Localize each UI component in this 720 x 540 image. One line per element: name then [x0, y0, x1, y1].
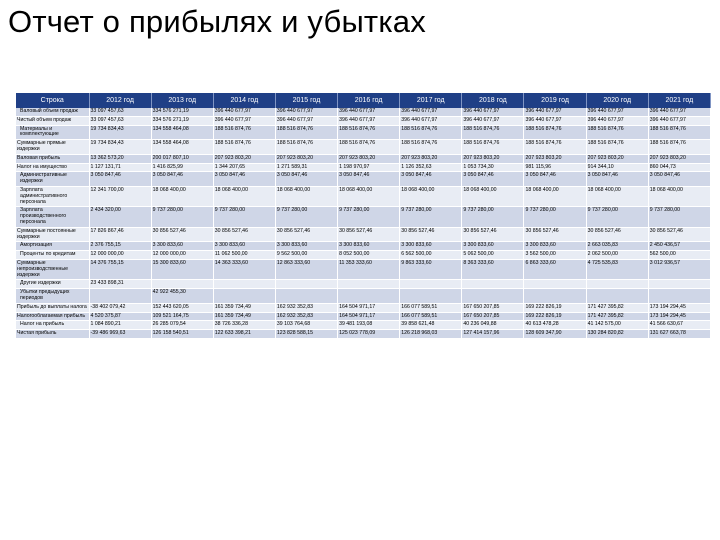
value-cell: 3 050 847,46	[275, 172, 337, 187]
value-cell: 30 856 527,46	[648, 227, 710, 242]
table-row	[16, 125, 711, 140]
value-cell: 207 923 803,20	[462, 154, 524, 163]
value-cell: 19 734 834,43	[89, 140, 151, 155]
value-cell: 131 627 663,78	[648, 330, 710, 339]
value-cell: 3 050 847,46	[462, 172, 524, 187]
column-header-year: 2018 год	[462, 93, 524, 108]
value-cell: 169 222 826,19	[524, 303, 586, 312]
value-cell	[648, 280, 710, 289]
value-cell: 11 062 500,00	[213, 251, 275, 260]
value-cell: 30 856 527,46	[338, 227, 400, 242]
column-header-year: 2013 год	[151, 93, 213, 108]
column-header-year: 2016 год	[338, 93, 400, 108]
value-cell: 914 344,10	[586, 163, 648, 172]
column-header-year: 2015 год	[275, 93, 337, 108]
row-label: Налогооблагаемая прибыль	[16, 312, 89, 321]
value-cell: 18 068 400,00	[586, 186, 648, 206]
value-cell	[213, 289, 275, 304]
value-cell: 3 050 847,46	[524, 172, 586, 187]
table-row	[16, 227, 711, 242]
value-cell: 134 558 464,08	[151, 125, 213, 140]
value-cell: 3 050 847,46	[400, 172, 462, 187]
value-cell: 5 062 500,00	[462, 251, 524, 260]
value-cell: 2 376 755,15	[89, 242, 151, 251]
value-cell: 18 068 400,00	[151, 186, 213, 206]
value-cell: 334 576 271,19	[151, 108, 213, 116]
value-cell: 396 440 677,97	[213, 108, 275, 116]
value-cell: 3 050 847,46	[213, 172, 275, 187]
value-cell	[89, 289, 151, 304]
value-cell: 161 359 734,49	[213, 303, 275, 312]
value-cell: 3 050 847,46	[89, 172, 151, 187]
row-label: Налог на имущество	[16, 163, 89, 172]
value-cell: 173 194 294,45	[648, 303, 710, 312]
value-cell	[213, 280, 275, 289]
value-cell: 188 516 874,76	[275, 140, 337, 155]
value-cell: 18 068 400,00	[338, 186, 400, 206]
value-cell: 3 562 500,00	[524, 251, 586, 260]
table-row	[16, 321, 711, 330]
value-cell: 19 734 834,43	[89, 125, 151, 140]
value-cell: 39 858 621,48	[400, 321, 462, 330]
value-cell: 9 737 280,00	[524, 207, 586, 227]
row-label: Валовая прибыль	[16, 154, 89, 163]
value-cell: 12 863 333,60	[275, 259, 337, 279]
value-cell: 30 856 527,46	[275, 227, 337, 242]
value-cell	[151, 280, 213, 289]
row-label: Административные издержки	[16, 172, 89, 187]
value-cell: 30 856 527,46	[213, 227, 275, 242]
value-cell: 188 516 874,76	[462, 125, 524, 140]
value-cell: 207 923 803,20	[338, 154, 400, 163]
value-cell: 207 923 803,20	[524, 154, 586, 163]
value-cell	[400, 280, 462, 289]
value-cell: 9 737 280,00	[400, 207, 462, 227]
value-cell: 122 633 398,21	[213, 330, 275, 339]
value-cell: 30 856 527,46	[151, 227, 213, 242]
value-cell: 3 300 833,60	[524, 242, 586, 251]
value-cell: 3 050 847,46	[586, 172, 648, 187]
value-cell	[524, 280, 586, 289]
value-cell: 109 521 164,75	[151, 312, 213, 321]
row-label: Материалы и комплектующие	[16, 125, 89, 140]
value-cell: 30 856 527,46	[524, 227, 586, 242]
value-cell: 18 068 400,00	[648, 186, 710, 206]
row-label: Зарплата административного персонала	[16, 186, 89, 206]
value-cell: 128 609 347,90	[524, 330, 586, 339]
value-cell: 9 737 280,00	[213, 207, 275, 227]
value-cell: 188 516 874,76	[338, 125, 400, 140]
value-cell: 18 068 400,00	[400, 186, 462, 206]
row-label: Другие издержки	[16, 280, 89, 289]
table-row	[16, 289, 711, 304]
value-cell: 981 115,96	[524, 163, 586, 172]
value-cell: 9 737 280,00	[586, 207, 648, 227]
value-cell: 166 077 589,51	[400, 303, 462, 312]
page-title: Отчет о прибылях и убытках	[8, 4, 426, 39]
value-cell: 167 650 207,85	[462, 303, 524, 312]
value-cell: 3 300 833,60	[213, 242, 275, 251]
value-cell: 9 737 280,00	[648, 207, 710, 227]
value-cell	[400, 289, 462, 304]
value-cell: 396 440 677,97	[586, 108, 648, 116]
value-cell: 188 516 874,76	[586, 140, 648, 155]
table-body	[16, 108, 711, 338]
value-cell: 396 440 677,97	[462, 116, 524, 125]
value-cell	[648, 289, 710, 304]
value-cell	[524, 289, 586, 304]
value-cell: 166 077 589,51	[400, 312, 462, 321]
value-cell: 396 440 677,97	[338, 116, 400, 125]
value-cell: 12 000 000,00	[89, 251, 151, 260]
value-cell: 1 344 207,65	[213, 163, 275, 172]
table-row	[16, 242, 711, 251]
row-label: Налог на прибыль	[16, 321, 89, 330]
value-cell: 207 923 803,20	[213, 154, 275, 163]
value-cell: -39 486 969,63	[89, 330, 151, 339]
row-label: Чистая прибыль	[16, 330, 89, 339]
column-header-year: 2014 год	[213, 93, 275, 108]
value-cell	[275, 280, 337, 289]
value-cell: 207 923 803,20	[275, 154, 337, 163]
value-cell: 30 856 527,46	[586, 227, 648, 242]
value-cell: 1 416 825,99	[151, 163, 213, 172]
value-cell: 3 050 847,46	[151, 172, 213, 187]
value-cell: 18 068 400,00	[462, 186, 524, 206]
table-row	[16, 163, 711, 172]
value-cell: 173 194 294,45	[648, 312, 710, 321]
value-cell: 123 828 588,15	[275, 330, 337, 339]
value-cell: 42 922 455,30	[151, 289, 213, 304]
value-cell: 396 440 677,97	[338, 108, 400, 116]
value-cell: 396 440 677,97	[275, 116, 337, 125]
value-cell: 9 737 280,00	[275, 207, 337, 227]
column-header-year: 2012 год	[89, 93, 151, 108]
value-cell: 162 932 352,83	[275, 312, 337, 321]
value-cell: 41 142 575,00	[586, 321, 648, 330]
table-row	[16, 154, 711, 163]
table-row	[16, 172, 711, 187]
row-label: Чистый объем продаж	[16, 116, 89, 125]
value-cell: 169 222 826,19	[524, 312, 586, 321]
profit-loss-table	[16, 93, 711, 339]
value-cell	[338, 280, 400, 289]
value-cell	[586, 289, 648, 304]
value-cell: 188 516 874,76	[524, 140, 586, 155]
row-label: Суммарные непроизводственные издержки	[16, 259, 89, 279]
value-cell: 40 236 049,88	[462, 321, 524, 330]
value-cell: 4 725 535,83	[586, 259, 648, 279]
value-cell: 40 613 478,28	[524, 321, 586, 330]
table-row	[16, 207, 711, 227]
table-header	[16, 93, 711, 108]
value-cell: 207 923 803,20	[586, 154, 648, 163]
column-header-year: 2019 год	[524, 93, 586, 108]
column-header-year: 2017 год	[400, 93, 462, 108]
value-cell: 152 443 620,05	[151, 303, 213, 312]
row-label: Суммарные прямые издержки	[16, 140, 89, 155]
value-cell: 200 017 807,10	[151, 154, 213, 163]
value-cell: 188 516 874,76	[524, 125, 586, 140]
column-header-year: 2020 год	[586, 93, 648, 108]
value-cell: 1 053 734,30	[462, 163, 524, 172]
value-cell: 3 300 833,60	[275, 242, 337, 251]
table-row	[16, 280, 711, 289]
value-cell: 396 440 677,97	[586, 116, 648, 125]
row-label: Зарплата производственного персонала	[16, 207, 89, 227]
value-cell: 14 363 333,60	[213, 259, 275, 279]
value-cell: 23 433 898,31	[89, 280, 151, 289]
value-cell	[462, 289, 524, 304]
value-cell: 13 362 573,20	[89, 154, 151, 163]
value-cell: 9 562 500,00	[275, 251, 337, 260]
value-cell: 396 440 677,97	[524, 108, 586, 116]
value-cell: 126 218 968,03	[400, 330, 462, 339]
header-row	[16, 93, 711, 108]
value-cell: 39 481 193,08	[338, 321, 400, 330]
value-cell: 9 863 333,60	[400, 259, 462, 279]
value-cell: 171 427 395,82	[586, 303, 648, 312]
value-cell: 18 068 400,00	[275, 186, 337, 206]
value-cell: 188 516 874,76	[462, 140, 524, 155]
value-cell: 396 440 677,97	[648, 108, 710, 116]
value-cell: 26 285 079,54	[151, 321, 213, 330]
table-row	[16, 303, 711, 312]
value-cell: 3 050 847,46	[648, 172, 710, 187]
value-cell: 15 300 833,60	[151, 259, 213, 279]
value-cell: 6 562 500,00	[400, 251, 462, 260]
value-cell: 125 023 778,09	[338, 330, 400, 339]
value-cell: 14 376 755,15	[89, 259, 151, 279]
value-cell: 18 068 400,00	[213, 186, 275, 206]
value-cell: 171 427 395,82	[586, 312, 648, 321]
value-cell: 33 097 457,63	[89, 116, 151, 125]
value-cell: 1 126 352,63	[400, 163, 462, 172]
row-label: Прибыль до выплаты налога	[16, 303, 89, 312]
value-cell: 860 044,73	[648, 163, 710, 172]
value-cell: 38 726 336,28	[213, 321, 275, 330]
value-cell: 4 520 375,87	[89, 312, 151, 321]
value-cell: 162 932 352,83	[275, 303, 337, 312]
value-cell: 396 440 677,97	[213, 116, 275, 125]
value-cell: 188 516 874,76	[648, 140, 710, 155]
row-label: Проценты по кредитам	[16, 251, 89, 260]
value-cell: 11 353 333,60	[338, 259, 400, 279]
table-row	[16, 140, 711, 155]
value-cell: 188 516 874,76	[648, 125, 710, 140]
value-cell: 1 084 890,21	[89, 321, 151, 330]
value-cell: 41 566 630,67	[648, 321, 710, 330]
row-label: Амортизация	[16, 242, 89, 251]
table-row	[16, 251, 711, 260]
value-cell: 12 000 000,00	[151, 251, 213, 260]
value-cell: 8 052 500,00	[338, 251, 400, 260]
value-cell: 396 440 677,97	[400, 116, 462, 125]
value-cell: 396 440 677,97	[462, 108, 524, 116]
value-cell	[338, 289, 400, 304]
profit-loss-table-container	[16, 93, 711, 339]
table-row	[16, 116, 711, 125]
value-cell: 396 440 677,97	[524, 116, 586, 125]
value-cell: 1 198 970,97	[338, 163, 400, 172]
value-cell: 334 576 271,19	[151, 116, 213, 125]
value-cell: 2 434 320,00	[89, 207, 151, 227]
value-cell: 30 856 527,46	[400, 227, 462, 242]
value-cell: 8 363 333,60	[462, 259, 524, 279]
value-cell	[462, 280, 524, 289]
value-cell	[586, 280, 648, 289]
value-cell: 130 284 820,82	[586, 330, 648, 339]
value-cell	[275, 289, 337, 304]
value-cell: 18 068 400,00	[524, 186, 586, 206]
value-cell: 1 127 131,71	[89, 163, 151, 172]
value-cell: 17 826 867,46	[89, 227, 151, 242]
table-row	[16, 186, 711, 206]
value-cell: 167 650 207,85	[462, 312, 524, 321]
value-cell: 6 863 333,60	[524, 259, 586, 279]
value-cell: 126 158 540,51	[151, 330, 213, 339]
value-cell: 1 271 589,31	[275, 163, 337, 172]
value-cell: 9 737 280,00	[151, 207, 213, 227]
value-cell: 562 500,00	[648, 251, 710, 260]
value-cell: 12 341 700,00	[89, 186, 151, 206]
value-cell: 164 504 971,17	[338, 312, 400, 321]
value-cell: 164 504 971,17	[338, 303, 400, 312]
value-cell: 188 516 874,76	[213, 140, 275, 155]
row-label: Валовый объем продаж	[16, 108, 89, 116]
table-row	[16, 330, 711, 339]
value-cell: 33 097 457,63	[89, 108, 151, 116]
value-cell: 161 359 734,49	[213, 312, 275, 321]
value-cell: 3 300 833,60	[338, 242, 400, 251]
value-cell: 3 300 833,60	[400, 242, 462, 251]
row-label: Суммарные постоянные издержки	[16, 227, 89, 242]
value-cell: 396 440 677,97	[648, 116, 710, 125]
value-cell: 3 050 847,46	[338, 172, 400, 187]
value-cell: -38 402 079,42	[89, 303, 151, 312]
value-cell: 188 516 874,76	[338, 140, 400, 155]
table-row	[16, 108, 711, 116]
value-cell: 396 440 677,97	[400, 108, 462, 116]
value-cell: 9 737 280,00	[338, 207, 400, 227]
value-cell: 188 516 874,76	[213, 125, 275, 140]
value-cell: 2 450 436,57	[648, 242, 710, 251]
value-cell: 207 923 803,20	[648, 154, 710, 163]
column-header-year: 2021 год	[648, 93, 710, 108]
value-cell: 188 516 874,76	[400, 140, 462, 155]
value-cell: 2 062 500,00	[586, 251, 648, 260]
value-cell: 2 663 035,83	[586, 242, 648, 251]
value-cell: 188 516 874,76	[400, 125, 462, 140]
value-cell: 9 737 280,00	[462, 207, 524, 227]
value-cell: 127 414 157,96	[462, 330, 524, 339]
value-cell: 3 012 936,57	[648, 259, 710, 279]
row-label: Убытки предыдущих периодов	[16, 289, 89, 304]
table-row	[16, 259, 711, 279]
value-cell: 207 923 803,20	[400, 154, 462, 163]
table-row	[16, 312, 711, 321]
value-cell: 39 103 764,68	[275, 321, 337, 330]
column-header-row-label: Строка	[16, 93, 89, 108]
value-cell: 396 440 677,97	[275, 108, 337, 116]
value-cell: 30 856 527,46	[462, 227, 524, 242]
value-cell: 134 558 464,08	[151, 140, 213, 155]
value-cell: 188 516 874,76	[586, 125, 648, 140]
value-cell: 3 300 833,60	[151, 242, 213, 251]
value-cell: 3 300 833,60	[462, 242, 524, 251]
value-cell: 188 516 874,76	[275, 125, 337, 140]
